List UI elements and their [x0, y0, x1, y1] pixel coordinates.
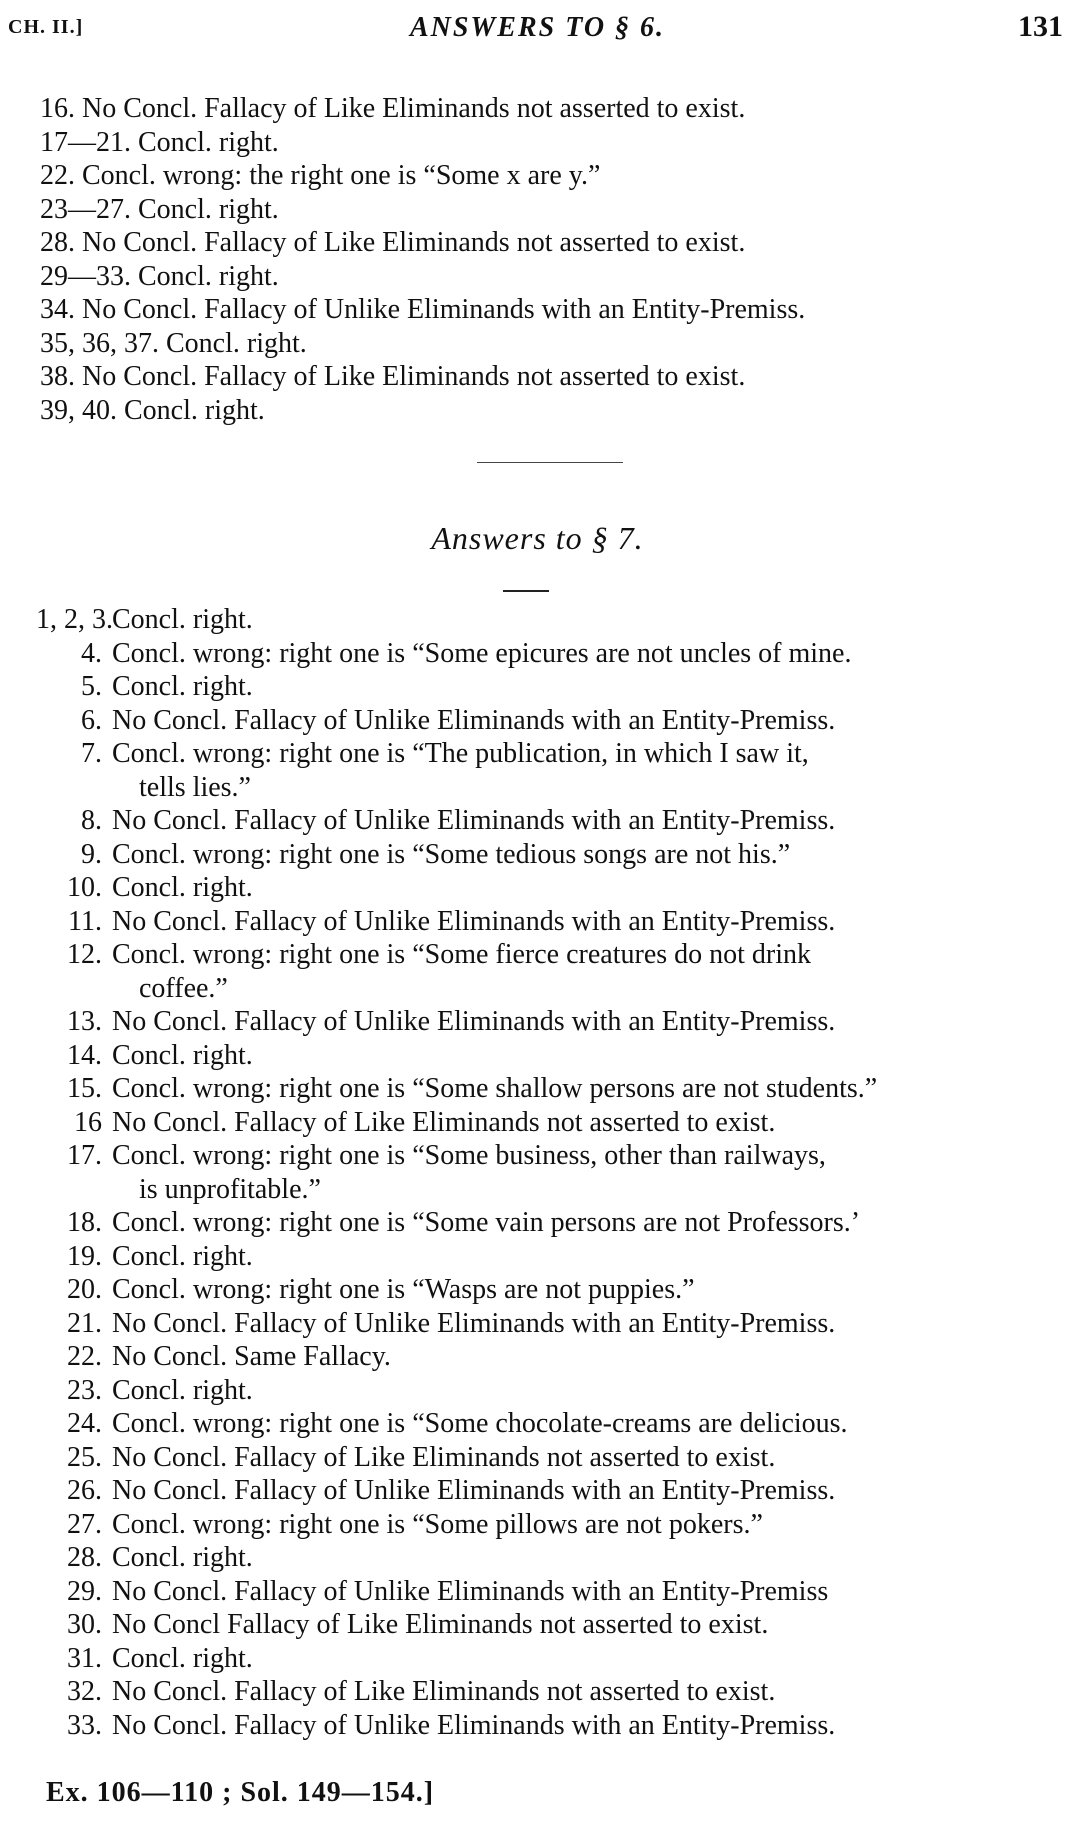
answer-number: 8. — [81, 805, 102, 836]
answer-line: 23—27. Concl. right. — [40, 193, 279, 225]
heading-rule — [503, 590, 549, 592]
answer-number: 28. — [67, 1542, 102, 1573]
answer-line: 28. No Concl. Fallacy of Like Eliminands not asserted to exist. — [40, 227, 746, 258]
answer-text: No Concl. Fallacy of Unlike Eliminands with an Entity-Premiss. — [112, 905, 836, 937]
answer-item — [36, 1206, 1055, 1240]
answer-item — [36, 1039, 1055, 1073]
answer-item — [36, 1474, 1055, 1508]
answer-text: Concl. wrong: right one is “Some business, other than railways, — [112, 1140, 826, 1171]
answer-item — [36, 1541, 1055, 1575]
answer-text: No Concl. Fallacy of Unlike Eliminands with an Entity-Premiss. — [112, 1475, 836, 1506]
answer-number: 24. — [67, 1408, 102, 1439]
answer-item — [36, 1709, 1055, 1743]
answer-text: Concl. right. — [112, 671, 253, 702]
answer-number: 11. — [68, 905, 102, 937]
answer-line: 34. No Concl. Fallacy of Unlike Eliminands with an Entity-Premiss. — [40, 294, 806, 325]
answer-item — [36, 603, 1055, 637]
answer-item — [36, 1240, 1055, 1274]
answer-item — [36, 1642, 1055, 1676]
answer-text: No Concl. Fallacy of Like Eliminands not asserted to exist. — [112, 1676, 776, 1707]
answer-number: 18. — [67, 1207, 102, 1238]
answer-text: No Concl. Fallacy of Unlike Eliminands with an Entity-Premiss. — [112, 1307, 836, 1339]
answer-item — [36, 1139, 1055, 1173]
answer-item — [36, 1575, 1055, 1609]
answer-item — [36, 1608, 1055, 1642]
running-title: ANSWERS TO § 6. — [409, 12, 666, 43]
answer-text: Concl. right. — [112, 1039, 253, 1071]
chapter-label: CH. II.] — [8, 16, 84, 38]
section-7-heading: Answers to § 7. — [431, 520, 644, 556]
answer-line: 16. No Concl. Fallacy of Like Eliminands not asserted to exist. — [40, 93, 746, 124]
answer-number: 19. — [67, 1240, 102, 1272]
answer-number: 31. — [67, 1642, 102, 1674]
answer-number: 32. — [67, 1676, 102, 1707]
answer-continuation: tells lies.” — [139, 771, 251, 803]
answer-text: Concl. right. — [112, 1374, 253, 1406]
answer-text: Concl. wrong: right one is “Some chocolate-creams are delicious. — [112, 1408, 848, 1439]
answer-text: Concl. wrong: right one is “The publication, in which I saw it, — [112, 738, 809, 769]
answer-line: 29—33. Concl. right. — [40, 260, 279, 292]
answer-number: 26. — [67, 1475, 102, 1506]
answer-item — [36, 1106, 1055, 1140]
answer-number: 13. — [67, 1006, 102, 1037]
answer-item — [36, 871, 1055, 905]
answer-text: Concl. wrong: right one is “Some fierce creatures do not drink — [112, 939, 812, 970]
answer-line: 35, 36, 37. Concl. right. — [40, 327, 307, 359]
answer-number: 9. — [81, 838, 102, 870]
answer-text: No Concl. Fallacy of Unlike Eliminands with an Entity-Premiss. — [112, 805, 836, 836]
answer-number: 16 — [74, 1106, 102, 1138]
answer-item — [36, 938, 1055, 972]
answer-item — [36, 804, 1055, 838]
answer-number: 5. — [81, 671, 102, 702]
answer-number: 12. — [67, 939, 102, 970]
answer-number: 25. — [67, 1441, 102, 1473]
answer-item — [36, 1374, 1055, 1408]
section-6-answers — [40, 92, 1055, 427]
answer-item — [36, 1273, 1055, 1307]
answer-text: No Concl. Same Fallacy. — [112, 1341, 391, 1372]
answer-item — [36, 1508, 1055, 1542]
answer-text: No Concl. Fallacy of Like Eliminands not asserted to exist. — [112, 1106, 776, 1138]
answer-text: Concl. wrong: right one is “Wasps are not puppies.” — [112, 1274, 695, 1305]
answer-text: Concl. right. — [112, 872, 253, 903]
answer-number: 4. — [81, 637, 102, 669]
answer-item — [36, 1307, 1055, 1341]
answer-item — [36, 1675, 1055, 1709]
answer-text: Concl. wrong: right one is “Some epicures are not uncles of mine. — [112, 637, 852, 669]
answer-number: 22. — [67, 1341, 102, 1372]
answer-number: 15. — [67, 1073, 102, 1104]
answer-text: Concl. right. — [112, 1240, 253, 1272]
answer-item — [36, 1340, 1055, 1374]
answer-text: Concl. right. — [112, 604, 253, 635]
answer-item — [36, 1005, 1055, 1039]
answer-text: Concl. right. — [112, 1542, 253, 1573]
answer-text: No Concl. Fallacy of Unlike Eliminands with an Entity-Premiss. — [112, 1006, 836, 1037]
answer-item — [36, 905, 1055, 939]
answer-item — [36, 670, 1055, 704]
answer-text: Concl. wrong: right one is “Some pillows are not pokers.” — [112, 1508, 763, 1540]
page-header — [0, 6, 1075, 46]
answer-item — [36, 637, 1055, 671]
answer-item — [36, 1407, 1055, 1441]
answer-line: 17—21. Concl. right. — [40, 126, 279, 158]
answer-number: 29. — [67, 1575, 102, 1607]
answer-number: 30. — [67, 1609, 102, 1640]
answer-number: 17. — [67, 1140, 102, 1171]
answer-text: Concl. wrong: right one is “Some vain persons are not Professors.’ — [112, 1207, 861, 1238]
answer-item — [36, 704, 1055, 738]
answer-text: Concl. right. — [112, 1642, 253, 1674]
answer-number: 6. — [81, 704, 102, 736]
section-7-answers — [36, 603, 1055, 1742]
answer-line: 22. Concl. wrong: the right one is “Some x are y.” — [40, 160, 601, 191]
footer-reference: Ex. 106—110 ; Sol. 149—154.] — [46, 1777, 435, 1808]
answer-number: 27. — [67, 1508, 102, 1540]
answer-text: Concl. wrong: right one is “Some tedious songs are not his.” — [112, 838, 791, 870]
answer-continuation: is unprofitable.” — [139, 1173, 321, 1205]
answer-item — [36, 1441, 1055, 1475]
answer-text: Concl. wrong: right one is “Some shallow persons are not students.” — [112, 1073, 878, 1104]
answer-number: 1, 2, 3. — [36, 604, 113, 635]
answer-text: No Concl. Fallacy of Unlike Eliminands with an Entity-Premiss. — [112, 704, 836, 736]
page-number: 131 — [1018, 10, 1063, 43]
answer-number: 23. — [67, 1374, 102, 1406]
answer-line: 39, 40. Concl. right. — [40, 394, 265, 426]
answer-text: No Concl. Fallacy of Like Eliminands not asserted to exist. — [112, 1441, 776, 1473]
answer-item — [36, 737, 1055, 771]
answer-number: 7. — [81, 738, 102, 769]
answer-line: 38. No Concl. Fallacy of Like Eliminands not asserted to exist. — [40, 361, 746, 392]
answer-text: No Concl. Fallacy of Unlike Eliminands with an Entity-Premiss. — [112, 1709, 836, 1741]
section-divider — [477, 462, 623, 463]
answer-number: 14. — [67, 1039, 102, 1071]
answer-item — [36, 1072, 1055, 1106]
answer-text: No Concl. Fallacy of Unlike Eliminands with an Entity-Premiss — [112, 1575, 829, 1607]
answer-text: No Concl Fallacy of Like Eliminands not asserted to exist. — [112, 1609, 769, 1640]
answer-item — [36, 838, 1055, 872]
answer-number: 20. — [67, 1274, 102, 1305]
answer-continuation: coffee.” — [139, 972, 228, 1004]
answer-number: 10. — [67, 872, 102, 903]
answer-number: 21. — [67, 1307, 102, 1339]
answer-number: 33. — [67, 1709, 102, 1741]
